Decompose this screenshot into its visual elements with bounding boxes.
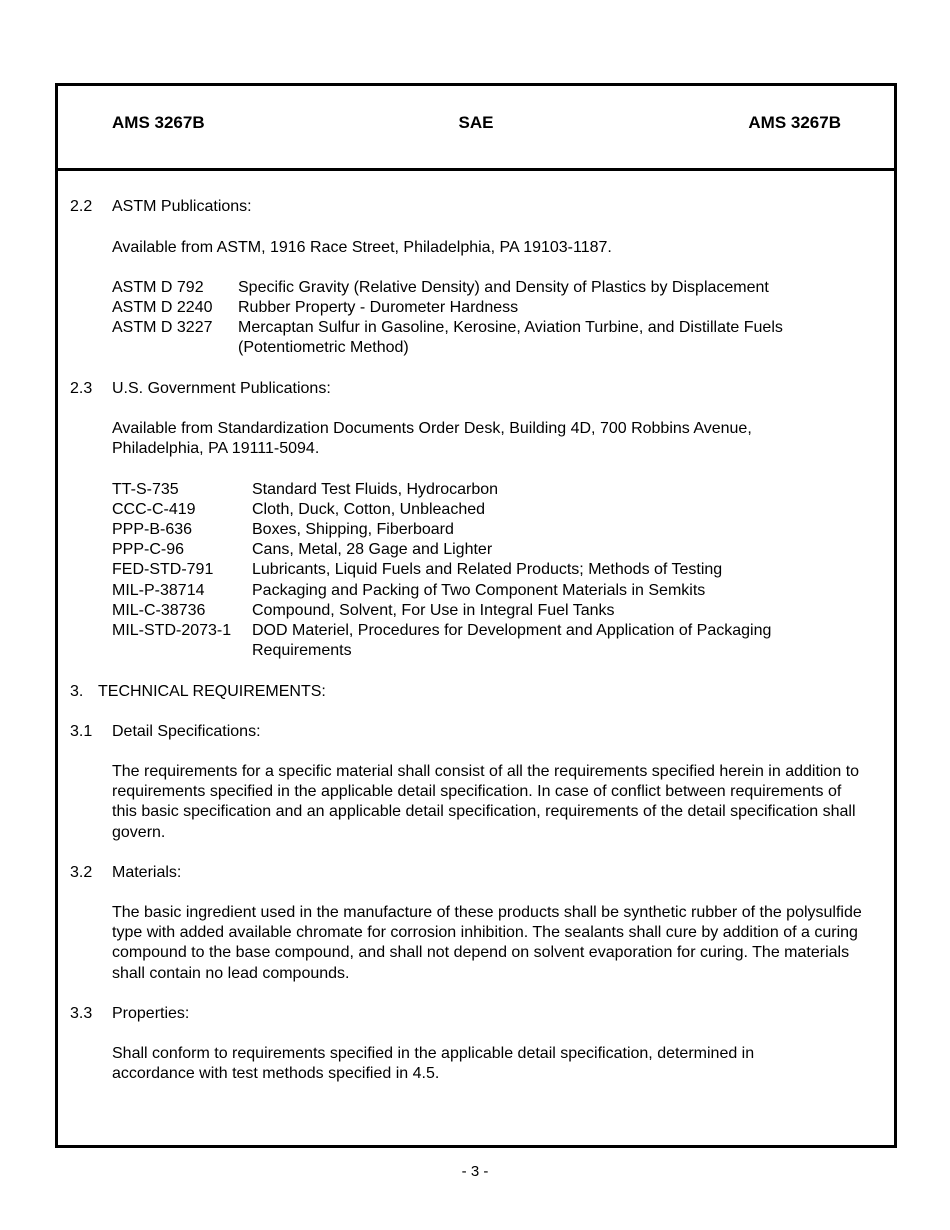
- reference-description: Lubricants, Liquid Fuels and Related Products; Methods of Testing: [252, 561, 723, 578]
- reference-description: DOD Materiel, Procedures for Development and Application of Packaging Requirements: [252, 622, 772, 660]
- section-number: 3.: [70, 683, 84, 700]
- reference-description: Standard Test Fluids, Hydrocarbon: [252, 481, 499, 498]
- page-number: - 3 -: [461, 1163, 489, 1180]
- availability-text: Available from ASTM, 1916 Race Street, Philadelphia, PA 19103-1187.: [112, 239, 612, 256]
- reference-code: FED-STD-791: [112, 561, 214, 578]
- section-title: TECHNICAL REQUIREMENTS:: [98, 683, 326, 700]
- reference-code: TT-S-735: [112, 481, 179, 498]
- section-number: 2.3: [70, 380, 93, 397]
- section-number: 2.2: [70, 198, 93, 215]
- reference-description: Compound, Solvent, For Use in Integral Fuel Tanks: [252, 602, 615, 619]
- section-paragraph: The requirements for a specific material shall consist of all the requirements specified herein in addition to requirements specified in the applicable detail specification. In case of conflict between requirements of this basic specification and an applicable detail specification, requirements of the detail specification shall govern.: [112, 763, 860, 841]
- header-doc-id-left: AMS 3267B: [112, 113, 205, 132]
- reference-code: CCC-C-419: [112, 501, 196, 518]
- reference-code: MIL-STD-2073-1: [112, 622, 232, 639]
- section-title: U.S. Government Publications:: [112, 380, 331, 397]
- availability-text: Available from Standardization Documents Order Desk, Building 4D, 700 Robbins Avenue, Philadelphia, PA 19111-5094.: [112, 420, 752, 458]
- reference-description: Cans, Metal, 28 Gage and Lighter: [252, 541, 493, 558]
- reference-code: PPP-C-96: [112, 541, 185, 558]
- section-number: 3.3: [70, 1005, 93, 1022]
- document-header: [58, 86, 894, 171]
- reference-code: ASTM D 792: [112, 279, 204, 296]
- reference-code: ASTM D 3227: [112, 319, 213, 336]
- page-frame: [55, 83, 897, 1148]
- section-title: Properties:: [112, 1005, 190, 1022]
- reference-description: Cloth, Duck, Cotton, Unbleached: [252, 501, 486, 518]
- reference-description: Specific Gravity (Relative Density) and Density of Plastics by Displacement: [238, 279, 769, 296]
- reference-code: MIL-C-38736: [112, 602, 206, 619]
- section-title: ASTM Publications:: [112, 198, 252, 215]
- header-publisher: SAE: [458, 113, 494, 132]
- section-title: Detail Specifications:: [112, 723, 261, 740]
- section-paragraph: The basic ingredient used in the manufacture of these products shall be synthetic rubber of the polysulfide type with added available chromate for corrosion inhibition. The sealants shall cure by addition of a curing compound to the base compound, and shall not depend on solvent evaporation for curing. The materials shall contain no lead compounds.: [112, 904, 862, 982]
- section-number: 3.2: [70, 864, 93, 881]
- reference-code: ASTM D 2240: [112, 299, 213, 316]
- reference-description: Mercaptan Sulfur in Gasoline, Kerosine, Aviation Turbine, and Distillate Fuels (Potentiometric Method): [238, 319, 783, 357]
- header-doc-id-right: AMS 3267B: [748, 113, 841, 132]
- reference-description: Packaging and Packing of Two Component Materials in Semkits: [252, 582, 706, 599]
- reference-code: PPP-B-636: [112, 521, 193, 538]
- reference-code: MIL-P-38714: [112, 582, 205, 599]
- section-paragraph: Shall conform to requirements specified in the applicable detail specification, determined in accordance with test methods specified in 4.5.: [112, 1045, 755, 1083]
- reference-description: Boxes, Shipping, Fiberboard: [252, 521, 454, 538]
- section-number: 3.1: [70, 723, 93, 740]
- reference-description: Rubber Property - Durometer Hardness: [238, 299, 519, 316]
- section-title: Materials:: [112, 864, 182, 881]
